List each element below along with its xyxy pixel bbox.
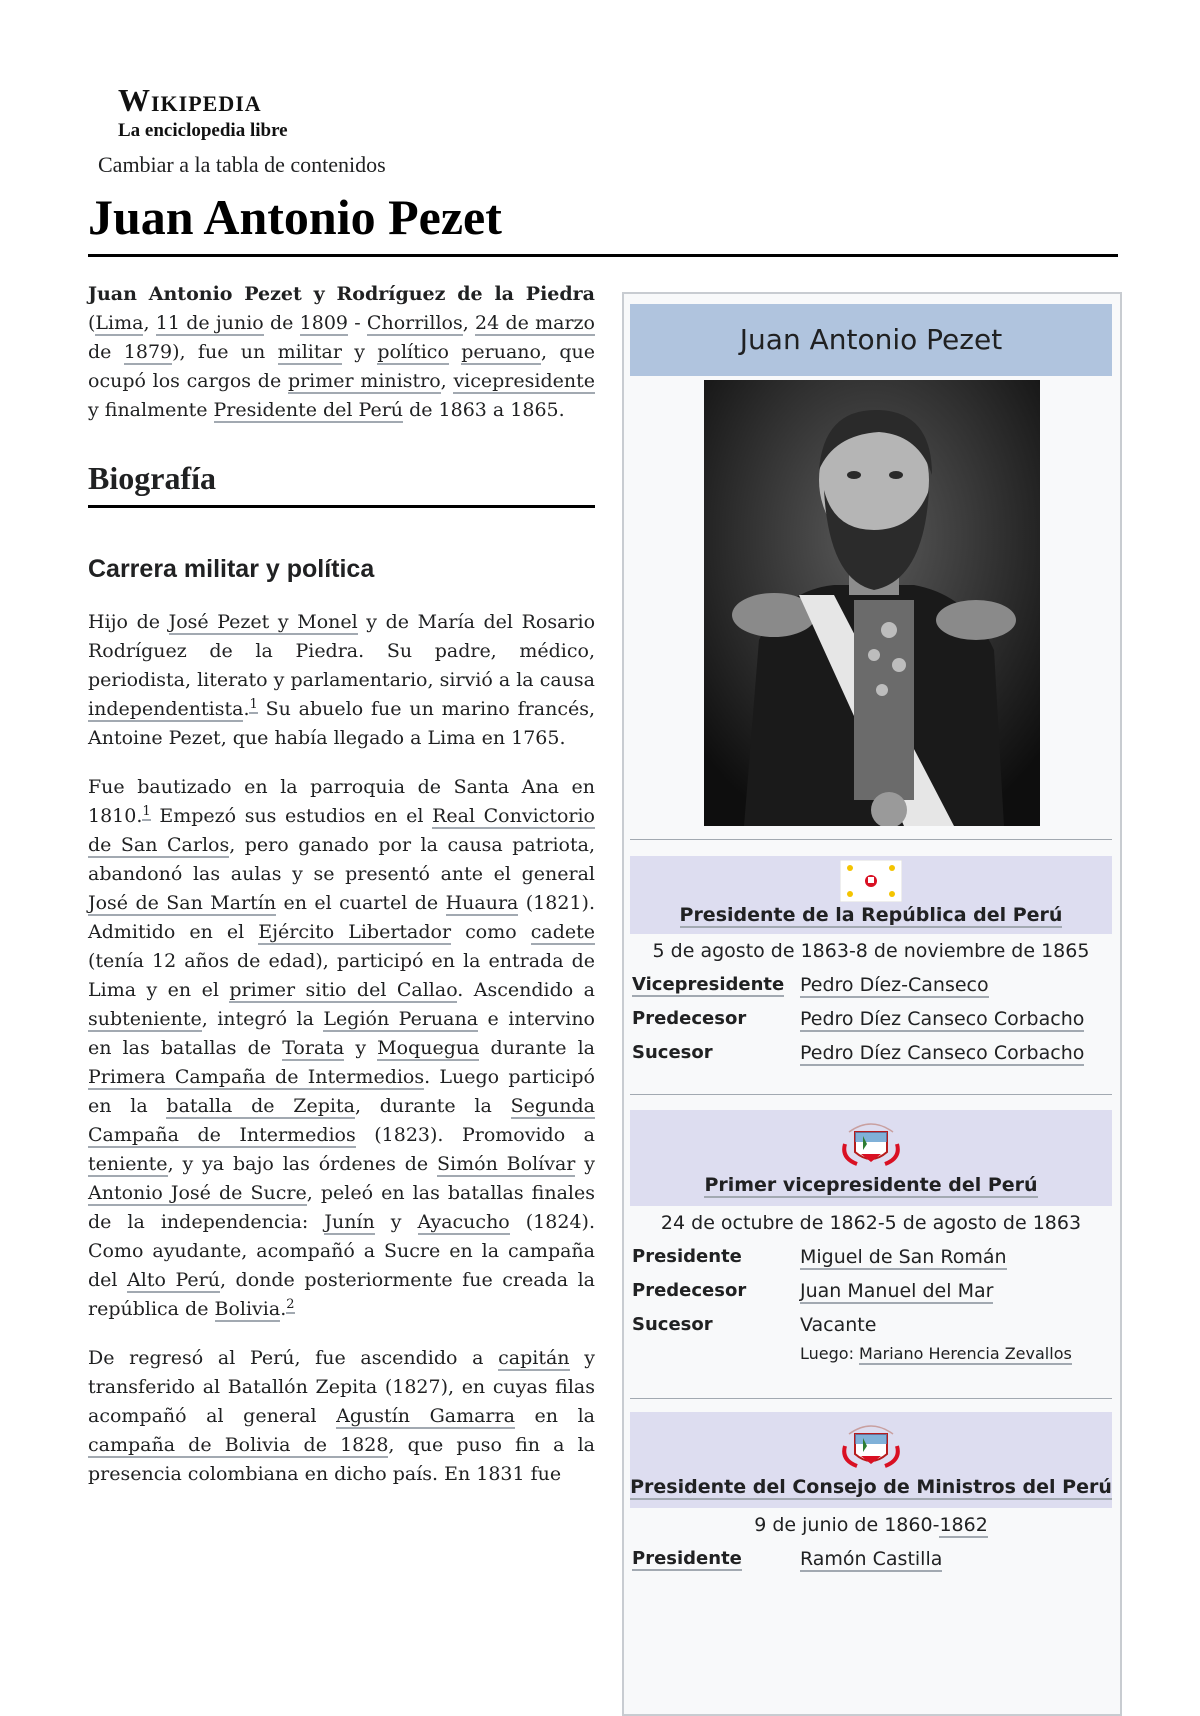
coat-of-arms-icon — [839, 1114, 903, 1174]
link-bolivia[interactable]: Bolivia — [214, 1298, 281, 1321]
office-title-presidente[interactable]: Presidente de la República del Perú — [679, 904, 1063, 926]
link-teniente[interactable]: teniente — [88, 1153, 168, 1176]
title-divider — [88, 254, 1118, 257]
link-capitan[interactable]: capitán — [498, 1347, 570, 1370]
term-dates-presidente: 5 de agosto de 1863-8 de noviembre de 1865 — [652, 940, 1090, 962]
text: Hijo de — [88, 611, 169, 634]
text: como — [451, 921, 531, 944]
text: Su abuelo fue un marino francés, Antoine Pezet, que había llegado a Lima en 1765. — [88, 698, 595, 750]
row-value[interactable]: Ramón Castilla — [800, 1548, 943, 1570]
reference-1[interactable]: 1 — [249, 697, 258, 713]
page-title: Juan Antonio Pezet — [88, 189, 502, 245]
text: y — [374, 1211, 418, 1234]
link-jose-pezet[interactable]: José Pezet y Monel — [168, 611, 358, 634]
text: de — [263, 312, 300, 334]
infobox-separator — [630, 1398, 1112, 1399]
subsection-heading-carrera: Carrera militar y política — [88, 555, 375, 584]
row-value[interactable]: Juan Manuel del Mar — [800, 1280, 994, 1302]
paragraph-2 — [88, 773, 595, 1324]
link-legion-peruana[interactable]: Legión Peruana — [323, 1008, 479, 1031]
link-1879[interactable]: 1879 — [123, 341, 173, 363]
section-heading-biografia: Biografía — [88, 459, 595, 508]
text: e intervino en las batallas de — [88, 1008, 595, 1060]
lead-paragraph — [88, 280, 595, 425]
reference-1[interactable]: 1 — [142, 804, 151, 820]
presidential-flag-icon — [840, 860, 902, 902]
office-header-consejo-ministros — [630, 1412, 1112, 1508]
row-value: Vacante — [800, 1314, 877, 1336]
office-title-vicepresidente[interactable]: Primer vicepresidente del Perú — [704, 1174, 1038, 1196]
link-ejercito-libertador[interactable]: Ejército Libertador — [258, 921, 452, 944]
term-dates-consejo-ministros — [630, 1514, 1112, 1536]
text: y finalmente — [88, 399, 214, 421]
link-vicepresidente[interactable]: vicepresidente — [453, 370, 595, 392]
text: y — [341, 341, 378, 363]
wikipedia-logo[interactable] — [118, 84, 288, 142]
link-primera-campana[interactable]: Primera Campaña de Intermedios — [88, 1066, 425, 1089]
text: , que ocupó los cargos de — [88, 341, 596, 392]
infobox-separator — [630, 839, 1112, 840]
portrait-image[interactable] — [704, 380, 1040, 826]
link-ayacucho[interactable]: Ayacucho — [417, 1211, 510, 1234]
link-batalla-zepita[interactable]: batalla de Zepita — [166, 1095, 355, 1118]
paragraph-1 — [88, 608, 595, 753]
text: . Ascendido a — [457, 979, 595, 1002]
text: ( — [88, 312, 96, 334]
text: , — [462, 312, 476, 334]
link-militar[interactable]: militar — [277, 341, 342, 363]
link-lima[interactable]: Lima — [95, 312, 144, 334]
text: durante la — [479, 1037, 595, 1060]
text: y — [575, 1153, 595, 1176]
infobox — [622, 292, 1122, 1716]
term-dates-vicepresidente: 24 de octubre de 1862-5 de agosto de 1863 — [660, 1212, 1082, 1234]
link-presidente-peru[interactable]: Presidente del Perú — [213, 399, 404, 421]
link-1862[interactable]: 1862 — [939, 1514, 988, 1536]
row-label: Presidente — [632, 1246, 742, 1267]
text: de 1863 a 1865. — [403, 399, 565, 421]
link-subteniente[interactable]: subteniente — [88, 1008, 202, 1031]
article-body — [88, 280, 595, 1509]
link-campana-bolivia[interactable]: campaña de Bolivia de 1828 — [88, 1434, 389, 1457]
text: (1823). Promovido a — [355, 1124, 595, 1147]
link-primer-ministro[interactable]: primer ministro — [287, 370, 441, 392]
link-chorrillos[interactable]: Chorrillos — [366, 312, 463, 334]
link-sucre[interactable]: Antonio José de Sucre — [88, 1182, 307, 1205]
text: Empezó sus estudios en el — [150, 805, 433, 828]
link-agustin-gamarra[interactable]: Agustín Gamarra — [336, 1405, 515, 1428]
text: y transferido al Batallón Zepita (1827), en cuyas filas acompañó al general — [88, 1347, 595, 1428]
text: , pero ganado por la causa patriota, abandonó las aulas y se presentó ante el general — [88, 834, 595, 886]
later-name[interactable]: Mariano Herencia Zevallos — [859, 1344, 1072, 1363]
link-moquegua[interactable]: Moquegua — [377, 1037, 480, 1060]
link-1809[interactable]: 1809 — [299, 312, 348, 334]
text — [449, 341, 461, 363]
row-label[interactable]: Vicepresidente — [632, 974, 785, 995]
link-torata[interactable]: Torata — [282, 1037, 345, 1060]
text: , — [440, 370, 454, 392]
text: , que puso fin a la presencia colombiana en dicho país. En 1831 fue — [88, 1434, 595, 1486]
text: en el cuartel de — [276, 892, 446, 915]
text: en la — [514, 1405, 595, 1428]
text: , donde posteriormente fue creada la república de — [88, 1269, 595, 1321]
link-simon-bolivar[interactable]: Simón Bolívar — [437, 1153, 576, 1176]
text: , durante la — [354, 1095, 511, 1118]
text: y — [344, 1037, 378, 1060]
link-politico[interactable]: político — [377, 341, 449, 363]
row-value[interactable]: Pedro Díez Canseco Corbacho — [800, 1008, 1085, 1030]
row-value[interactable]: Miguel de San Román — [800, 1246, 1007, 1268]
link-independentista[interactable]: independentista — [88, 698, 244, 721]
text: (tenía 12 años de edad), participó en la entrada de Lima y en el — [88, 950, 595, 1002]
text: , peleó en las batallas finales de la independencia: — [88, 1182, 595, 1234]
link-segunda-campana[interactable]: Segunda Campaña de Intermedios — [88, 1095, 595, 1147]
text: (1824). Como ayudante, acompañó a Sucre en la campaña del — [88, 1211, 595, 1292]
text: . — [243, 698, 250, 721]
text: , integró la — [201, 1008, 324, 1031]
row-value[interactable]: Pedro Díez-Canseco — [800, 974, 989, 996]
text: . — [280, 1298, 287, 1321]
link-11-junio[interactable]: 11 de junio — [155, 312, 264, 334]
link-huaura[interactable]: Huaura — [445, 892, 519, 915]
logo-tagline: La enciclopedia libre — [118, 120, 288, 141]
link-peruano[interactable]: peruano — [461, 341, 541, 363]
link-junin[interactable]: Junín — [324, 1211, 375, 1234]
later-prefix: Luego: — [800, 1344, 860, 1363]
link-sitio-callao[interactable]: primer sitio del Callao — [229, 979, 458, 1002]
row-label: Predecesor — [632, 1008, 747, 1029]
text: - — [348, 312, 367, 334]
infobox-separator — [630, 1094, 1112, 1095]
text: (1821). Admitido en el — [88, 892, 595, 944]
text: y de María del Rosario Rodríguez de la Piedra. Su padre, médico, periodista, literato y parlamentario, sirvió a la causa — [88, 611, 596, 692]
link-san-martin[interactable]: José de San Martín — [88, 892, 277, 915]
paragraph-3 — [88, 1344, 595, 1489]
link-24-marzo[interactable]: 24 de marzo — [475, 312, 595, 334]
reference-2[interactable]: 2 — [286, 1297, 295, 1313]
office-header-vicepresidente — [630, 1110, 1112, 1206]
row-label: Sucesor — [632, 1314, 713, 1335]
text: de — [88, 341, 124, 363]
text: De regresó al Perú, fue ascendido a — [88, 1347, 499, 1370]
link-cadete[interactable]: cadete — [530, 921, 595, 944]
row-value[interactable]: Pedro Díez Canseco Corbacho — [800, 1042, 1085, 1064]
text: , — [143, 312, 156, 334]
text: , y ya bajo las órdenes de — [167, 1153, 438, 1176]
text: ), fue un — [172, 341, 278, 363]
text: Fue bautizado en la parroquia de Santa Ana en 1810. — [88, 776, 595, 828]
subject-name: Juan Antonio Pezet y Rodríguez de la Piedra — [88, 283, 595, 305]
logo-wordmark: Wikipedia — [118, 82, 262, 118]
row-label[interactable]: Presidente — [632, 1548, 742, 1569]
row-label: Predecesor — [632, 1280, 747, 1301]
text: . Luego participó en la — [88, 1066, 595, 1118]
row-label: Sucesor — [632, 1042, 713, 1063]
toc-link[interactable]: Cambiar a la tabla de contenidos — [98, 152, 386, 177]
coat-of-arms-icon — [839, 1416, 903, 1476]
office-header-presidente — [630, 856, 1112, 934]
link-alto-peru[interactable]: Alto Perú — [127, 1269, 220, 1292]
link-real-convictorio[interactable]: Real Convictorio de San Carlos — [88, 805, 595, 857]
infobox-title: Juan Antonio Pezet — [630, 304, 1112, 376]
term-dates-text: 9 de junio de 1860- — [754, 1514, 940, 1536]
office-title-consejo-ministros[interactable]: Presidente del Consejo de Ministros del Perú — [630, 1476, 1112, 1498]
